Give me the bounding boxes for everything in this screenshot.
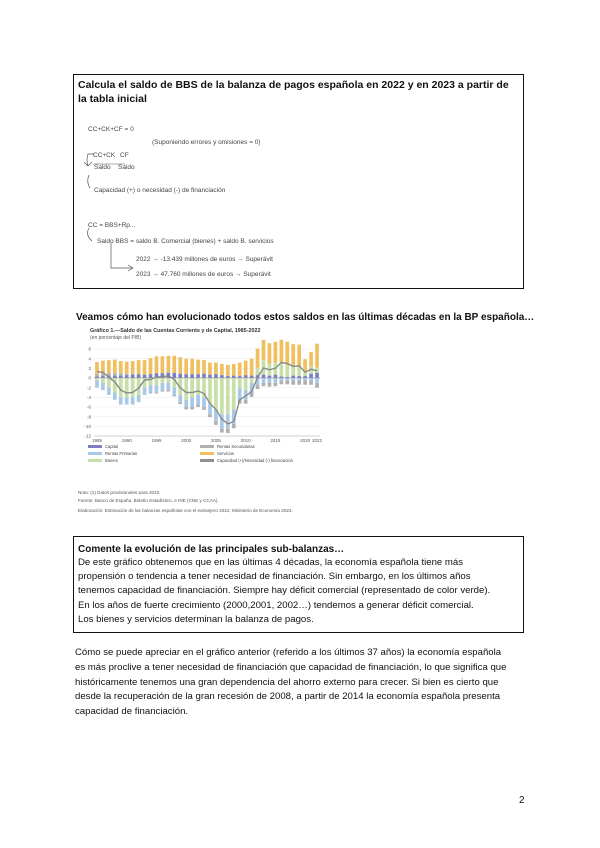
chart-note-3: Elaboración: Estimación de las balanzas españolas con el extranjero 2022, Ministerio de Economía 2023. bbox=[78, 508, 293, 513]
bar-bienes-y-servicios bbox=[244, 378, 248, 390]
bar-rentas-primarias bbox=[291, 378, 295, 380]
bar-servicios bbox=[238, 363, 242, 377]
legend-label: Capital bbox=[105, 444, 119, 449]
bar-bienes-y-servicios bbox=[166, 378, 170, 383]
note-saldo-1: Saldo bbox=[94, 164, 111, 171]
bar-rentas-secundarias bbox=[190, 407, 194, 409]
body-line: Cómo se puede apreciar en el gráfico anterior (referido a los últimos 37 años) la economía española bbox=[75, 647, 502, 658]
bar-rentas-secundarias bbox=[107, 373, 111, 375]
bar-rentas-primarias bbox=[196, 395, 200, 405]
bar-capital bbox=[262, 375, 266, 378]
comments-line: propensión o tendencia a tener necesidad de financiación. Sin embargo, en los últimos años bbox=[78, 571, 471, 583]
bar-capital bbox=[196, 374, 200, 378]
bar-bienes-y-servicios bbox=[125, 378, 129, 397]
y-tick-label: 0 bbox=[88, 375, 91, 381]
y-tick-label: 2 bbox=[88, 365, 91, 371]
bar-rentas-primarias bbox=[155, 385, 159, 392]
legend-label: Servicios bbox=[217, 451, 234, 456]
bar-capital bbox=[297, 376, 301, 378]
bar-rentas-primarias bbox=[137, 395, 141, 402]
bar-rentas-primarias bbox=[107, 388, 111, 395]
bar-rentas-primarias bbox=[279, 378, 283, 380]
bar-rentas-secundarias bbox=[119, 373, 123, 375]
note-identity: CC+CK+CF = 0 bbox=[88, 126, 134, 133]
bar-rentas-secundarias bbox=[202, 407, 206, 410]
bar-bienes-y-servicios bbox=[101, 378, 105, 383]
legend-swatch bbox=[88, 452, 102, 455]
bar-rentas-primarias bbox=[268, 378, 272, 383]
legend-swatch bbox=[88, 445, 102, 448]
bar-rentas-primarias bbox=[95, 380, 99, 387]
x-tick-label: 2015 bbox=[270, 438, 281, 443]
bar-rentas-primarias bbox=[131, 397, 135, 404]
bar-servicios bbox=[143, 360, 147, 375]
bar-capital bbox=[214, 374, 218, 378]
x-tick-label: 2020 bbox=[300, 438, 311, 443]
bar-rentas-primarias bbox=[238, 388, 242, 400]
handwritten-arrows bbox=[80, 120, 280, 285]
bar-servicios bbox=[303, 359, 307, 371]
bar-rentas-secundarias bbox=[125, 374, 129, 375]
bar-servicios bbox=[268, 343, 272, 363]
bar-servicios bbox=[125, 362, 129, 374]
bar-servicios bbox=[220, 364, 224, 375]
legend-swatch bbox=[200, 452, 214, 455]
bar-bienes-y-servicios bbox=[196, 378, 200, 395]
bar-bienes-y-servicios bbox=[285, 365, 289, 377]
bar-capital bbox=[202, 374, 206, 378]
bar-capital bbox=[309, 374, 313, 378]
bar-bienes-y-servicios bbox=[250, 378, 254, 383]
bar-capital bbox=[101, 376, 105, 378]
bar-rentas-secundarias bbox=[232, 424, 236, 428]
legend-swatch bbox=[200, 459, 214, 462]
bar-capital bbox=[238, 376, 242, 378]
bar-capital bbox=[113, 376, 117, 378]
bar-servicios bbox=[315, 344, 319, 368]
chart-subtitle: (en porcentaje del PIB) bbox=[90, 335, 142, 341]
bar-capital bbox=[190, 374, 194, 378]
bar-rentas-secundarias bbox=[113, 373, 117, 375]
bar-rentas-secundarias bbox=[303, 380, 307, 384]
bar-bienes-y-servicios bbox=[256, 368, 260, 375]
bar-servicios bbox=[178, 357, 182, 373]
bar-rentas-secundarias bbox=[95, 374, 99, 376]
body-line: históricamente tenemos una gran dependencia del ahorro externo para crecer. Si bien es cierto que bbox=[75, 676, 499, 688]
bar-capital bbox=[184, 374, 188, 378]
note-saldo-bbs: Saldo BBS = saldo B. Comercial (bienes) + saldo B. servicios bbox=[97, 238, 274, 245]
bar-capital bbox=[172, 373, 176, 378]
bar-capital bbox=[285, 377, 289, 378]
y-tick-label: -8 bbox=[86, 414, 91, 420]
legend-swatch bbox=[200, 445, 214, 448]
comments-line: Los bienes y servicios determinan la balanza de pagos. bbox=[78, 613, 314, 625]
bar-rentas-primarias bbox=[184, 400, 188, 407]
bar-capital bbox=[279, 377, 283, 378]
bar-servicios bbox=[244, 361, 248, 376]
bar-rentas-secundarias bbox=[214, 422, 218, 425]
comments-heading: Comente la evolución de las principales sub-balanzas… bbox=[78, 544, 345, 555]
bar-servicios bbox=[285, 342, 289, 365]
bar-rentas-primarias bbox=[119, 397, 123, 404]
exercise-title: Calcula el saldo de BBS de la balanza de pagos española en 2022 y en 2023 a partir de la tabla inicial bbox=[78, 79, 509, 105]
chart-note-1: Nota: (1) Datos provisionales para 2022. bbox=[78, 490, 161, 495]
bar-capital bbox=[208, 375, 212, 378]
bar-bienes-y-servicios bbox=[226, 378, 230, 414]
note-2022: 2022 → -13.439 millones de euros → Superávit bbox=[136, 256, 273, 263]
bar-rentas-secundarias bbox=[274, 383, 278, 386]
bar-rentas-primarias bbox=[262, 378, 266, 383]
bar-capital bbox=[220, 375, 224, 378]
bar-servicios bbox=[250, 359, 254, 376]
bar-servicios bbox=[232, 364, 236, 376]
y-tick-label: -6 bbox=[86, 404, 91, 410]
x-tick-label: 2010 bbox=[240, 438, 251, 443]
bar-capital bbox=[250, 376, 254, 378]
note-assumption: (Suponiendo errores y omisiones = 0) bbox=[152, 139, 261, 146]
bar-rentas-secundarias bbox=[172, 395, 176, 396]
bar-capital bbox=[125, 375, 129, 378]
comments-text bbox=[78, 556, 522, 627]
bar-capital bbox=[303, 376, 307, 378]
bar-rentas-primarias bbox=[202, 397, 206, 407]
y-tick-label: 6 bbox=[88, 346, 91, 352]
note-capacity: Capacidad (+) o necesidad (-) de financiación bbox=[94, 187, 226, 194]
bar-bienes-y-servicios bbox=[155, 378, 159, 385]
bar-servicios bbox=[131, 361, 135, 374]
bar-bienes-y-servicios bbox=[238, 378, 242, 388]
y-tick-label: -10 bbox=[84, 423, 91, 429]
x-tick-label: 2000 bbox=[181, 438, 192, 443]
bar-rentas-secundarias bbox=[178, 402, 182, 404]
bar-capital bbox=[274, 375, 278, 378]
comments-line: tenemos capacidad de financiación. Siempre hay déficit comercial (representado de color verde). bbox=[78, 585, 491, 597]
y-tick-label: -2 bbox=[86, 385, 91, 391]
bar-rentas-primarias bbox=[297, 378, 301, 380]
chart-plot-area bbox=[84, 340, 322, 462]
bar-bienes-y-servicios bbox=[131, 378, 135, 397]
legend-label: Bienes bbox=[105, 458, 118, 463]
bar-servicios bbox=[202, 360, 206, 374]
bar-bienes-y-servicios bbox=[232, 378, 236, 409]
bar-servicios bbox=[226, 365, 230, 376]
bar-servicios bbox=[309, 352, 313, 367]
chart-title: Gráfico 1.—Saldo de las Cuentas Corriente y de Capital, 1985-2022 bbox=[90, 328, 261, 334]
bar-servicios bbox=[208, 363, 212, 375]
bar-rentas-primarias bbox=[285, 378, 289, 380]
legend-label: Capacidad (+)/Necesidad (-) financiación bbox=[217, 458, 293, 463]
bar-rentas-secundarias bbox=[166, 390, 170, 391]
note-cc-ck: CC+CK bbox=[93, 152, 116, 159]
bar-rentas-secundarias bbox=[155, 393, 159, 394]
bar-capital bbox=[149, 374, 153, 378]
bar-servicios bbox=[291, 344, 295, 366]
bar-capital bbox=[291, 376, 295, 378]
bar-servicios bbox=[184, 359, 188, 374]
x-tick-label: 1990 bbox=[121, 438, 132, 443]
bar-rentas-primarias bbox=[161, 383, 165, 390]
bar-servicios bbox=[262, 340, 266, 360]
bar-rentas-secundarias bbox=[285, 380, 289, 384]
bar-capital bbox=[268, 376, 272, 378]
bar-servicios bbox=[190, 359, 194, 374]
body-paragraph bbox=[75, 646, 525, 720]
bar-rentas-secundarias bbox=[256, 385, 260, 389]
bar-bienes-y-servicios bbox=[184, 378, 188, 400]
note-cf: CF bbox=[120, 152, 129, 159]
bar-capital bbox=[232, 376, 236, 378]
bar-capital bbox=[95, 377, 99, 378]
chart-legend bbox=[105, 444, 294, 463]
bar-servicios bbox=[297, 345, 301, 367]
bar-rentas-secundarias bbox=[161, 390, 165, 391]
bar-rentas-primarias bbox=[149, 385, 153, 392]
bar-rentas-primarias bbox=[309, 378, 313, 380]
bar-rentas-primarias bbox=[178, 395, 182, 402]
bar-rentas-secundarias bbox=[226, 429, 230, 433]
bar-rentas-secundarias bbox=[262, 383, 266, 386]
bar-capital bbox=[226, 376, 230, 378]
bar-bienes-y-servicios bbox=[214, 378, 218, 409]
bar-bienes-y-servicios bbox=[220, 378, 224, 414]
bar-bienes-y-servicios bbox=[107, 378, 111, 388]
bar-rentas-secundarias bbox=[297, 380, 301, 384]
comments-line: De este gráfico obtenemos que en las últimas 4 décadas, la economía española tiene más bbox=[78, 557, 464, 568]
note-cc-formula: CC = BBS+Rp... bbox=[88, 222, 136, 229]
bar-rentas-secundarias bbox=[184, 407, 188, 409]
bar-rentas-secundarias bbox=[149, 393, 153, 394]
bar-rentas-secundarias bbox=[315, 383, 319, 388]
bar-rentas-primarias bbox=[303, 378, 307, 380]
bar-rentas-primarias bbox=[166, 383, 170, 390]
note-saldo-2: Saldo bbox=[118, 164, 135, 171]
bar-rentas-secundarias bbox=[279, 380, 283, 384]
bar-capital bbox=[178, 374, 182, 378]
bar-bienes-y-servicios bbox=[95, 378, 99, 380]
line-financing-capacity bbox=[97, 363, 317, 424]
x-tick-label: 1995 bbox=[151, 438, 162, 443]
bar-capital bbox=[131, 375, 135, 378]
bar-servicios bbox=[161, 356, 165, 373]
bar-bienes-y-servicios bbox=[190, 378, 194, 397]
y-tick-label: -12 bbox=[84, 433, 91, 439]
chart-note-2: Fuente: Banco de España. Boletín Estadístico, e INE (CNE y CCAA). bbox=[78, 498, 219, 503]
comments-line: En los años de fuerte crecimiento (2000,2001, 2002…) tendemos a generar déficit comercial. bbox=[78, 599, 474, 611]
bar-rentas-primarias bbox=[315, 378, 319, 383]
bar-servicios bbox=[274, 342, 278, 363]
bar-rentas-secundarias bbox=[244, 400, 248, 404]
bar-rentas-secundarias bbox=[291, 380, 295, 384]
bar-rentas-primarias bbox=[172, 388, 176, 395]
bar-capital bbox=[143, 375, 147, 378]
bar-servicios bbox=[155, 356, 159, 373]
bar-servicios bbox=[137, 360, 141, 374]
bar-rentas-primarias bbox=[190, 397, 194, 407]
bar-servicios bbox=[166, 356, 170, 373]
bar-rentas-secundarias bbox=[309, 380, 313, 384]
note-2023: 2023 → 47.760 millones de euros → Superávit bbox=[136, 271, 271, 278]
bar-rentas-primarias bbox=[101, 383, 105, 390]
page-number: 2 bbox=[519, 795, 525, 806]
bar-rentas-secundarias bbox=[131, 374, 135, 375]
bar-rentas-primarias bbox=[113, 393, 117, 400]
x-tick-label: 2005 bbox=[210, 438, 221, 443]
bar-servicios bbox=[256, 349, 260, 368]
bar-rentas-secundarias bbox=[220, 429, 224, 433]
bar-servicios bbox=[107, 360, 111, 373]
bar-servicios bbox=[172, 356, 176, 373]
bar-rentas-primarias bbox=[208, 405, 212, 415]
body-line: capacidad de financiación. bbox=[75, 706, 189, 718]
bar-capital bbox=[119, 376, 123, 378]
y-tick-label: 4 bbox=[88, 356, 91, 362]
bar-servicios bbox=[119, 361, 123, 373]
bar-capital bbox=[315, 373, 319, 378]
bar-capital bbox=[244, 375, 248, 378]
bar-bienes-y-servicios bbox=[291, 366, 295, 376]
bar-servicios bbox=[214, 363, 218, 375]
bar-servicios bbox=[196, 360, 200, 375]
bar-servicios bbox=[279, 340, 283, 362]
bar-rentas-secundarias bbox=[208, 414, 212, 417]
bar-rentas-secundarias bbox=[268, 383, 272, 387]
bar-rentas-primarias bbox=[274, 378, 278, 383]
x-tick-label: 2022 bbox=[312, 438, 323, 443]
bar-rentas-primarias bbox=[143, 388, 147, 395]
bar-bienes-y-servicios bbox=[161, 378, 165, 383]
x-tick-label: 1985 bbox=[91, 438, 102, 443]
bar-servicios bbox=[113, 360, 117, 374]
body-line: desde la recuperación de la gran recesión de 2008, a partir de 2014 la economía española presenta bbox=[75, 691, 501, 703]
body-line: es más proclive a tener necesidad de financiación que capacidad de financiación, lo que significa que bbox=[75, 661, 507, 673]
section-heading: Veamos cómo han evolucionado todos estos saldos en las últimas décadas en la BP española… bbox=[76, 312, 535, 323]
bar-capital bbox=[137, 374, 141, 378]
bar-rentas-secundarias bbox=[196, 405, 200, 407]
legend-label: Rentas Primarias bbox=[105, 451, 138, 456]
bar-rentas-primarias bbox=[125, 397, 129, 404]
bar-rentas-primarias bbox=[226, 414, 230, 429]
y-tick-label: -4 bbox=[86, 394, 91, 400]
legend-swatch bbox=[88, 459, 102, 462]
bar-servicios bbox=[149, 358, 153, 374]
legend-label: Rentas Secundarias bbox=[217, 444, 255, 449]
